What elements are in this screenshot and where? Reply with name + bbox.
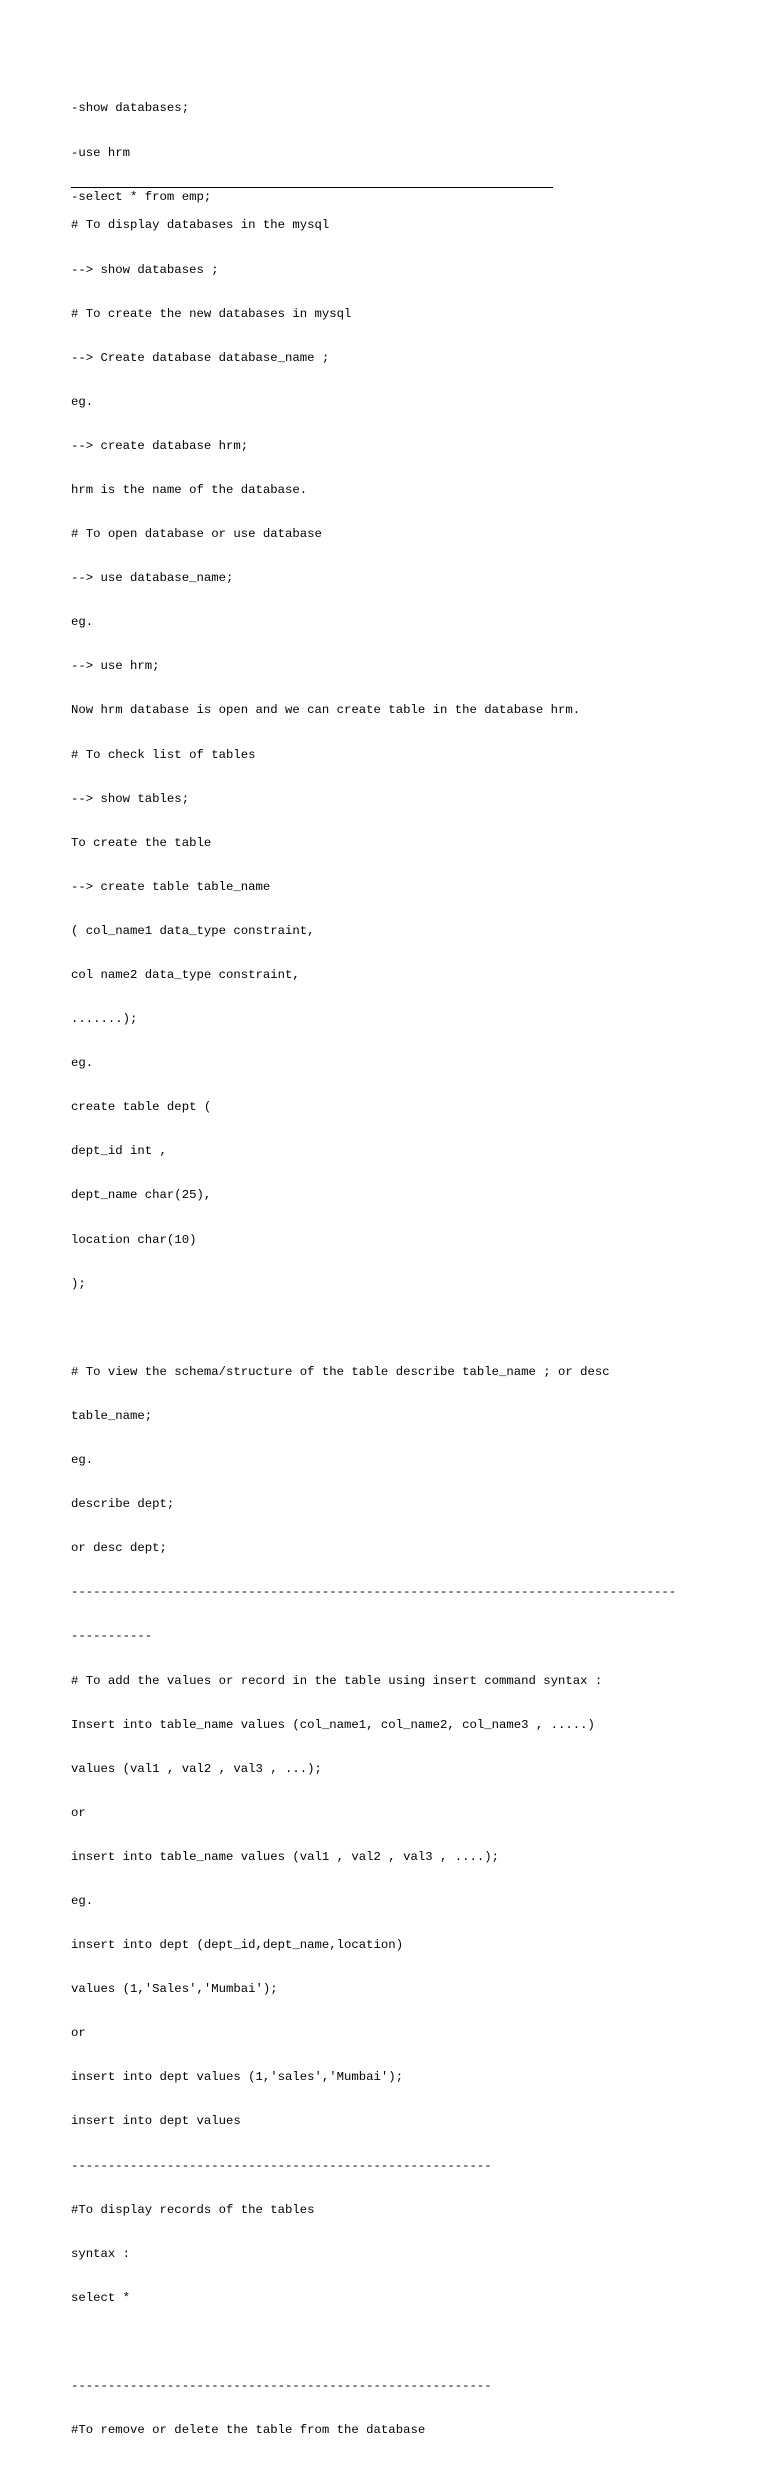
text-line: # To check list of tables: [71, 747, 256, 762]
text-line: # To open database or use database: [71, 527, 322, 542]
text-line: eg.: [71, 615, 94, 630]
text-line: location char(10): [71, 1232, 197, 1247]
blank-line: [71, 1321, 676, 1336]
text-line: describe dept;: [71, 1497, 175, 1512]
text-line: or desc dept;: [71, 1541, 167, 1556]
dashed-separator: -----------: [71, 1629, 153, 1644]
text-line: table_name;: [71, 1408, 153, 1423]
text-line: Now hrm database is open and we can create table in the database hrm.: [71, 703, 581, 718]
horizontal-rule: [71, 187, 553, 188]
text-line: -show databases;: [71, 101, 190, 116]
text-line: # To display databases in the mysql: [71, 218, 330, 233]
text-line: values (val1 , val2 , val3 , ...);: [71, 1761, 322, 1776]
dashed-separator: ---------------------------------------------------------: [71, 2158, 492, 2173]
text-line: dept_id int ,: [71, 1144, 167, 1159]
text-line: --> create table table_name: [71, 879, 271, 894]
text-line: --> show databases ;: [71, 262, 219, 277]
text-line: .......);: [71, 1012, 138, 1027]
text-line: eg.: [71, 1453, 94, 1468]
text-line: --> show tables;: [71, 791, 190, 806]
text-line: # To create the new databases in mysql: [71, 306, 352, 321]
text-line: insert into dept values: [71, 2114, 241, 2129]
text-line: --> create database hrm;: [71, 438, 249, 453]
text-line: insert into dept values (1,'sales','Mumbai');: [71, 2070, 404, 2085]
text-line: --> use hrm;: [71, 659, 160, 674]
text-line: -use hrm: [71, 145, 131, 160]
text-line: --> Create database database_name ;: [71, 350, 330, 365]
text-line: values (1,'Sales','Mumbai');: [71, 1982, 278, 1997]
sql-notes-block: [71, 189, 676, 2467]
text-line: select *: [71, 2290, 131, 2305]
text-line: ( col_name1 data_type constraint,: [71, 923, 315, 938]
text-line: insert into dept (dept_id,dept_name,location): [71, 1938, 404, 1953]
text-line: --> use database_name;: [71, 571, 234, 586]
text-line: eg.: [71, 394, 94, 409]
text-line: insert into table_name values (val1 , val2 , val3 , ....);: [71, 1849, 500, 1864]
text-line: -select * from emp;: [71, 189, 212, 204]
text-line: create table dept (: [71, 1100, 212, 1115]
text-line: );: [71, 1276, 86, 1291]
text-line: eg.: [71, 1893, 94, 1908]
text-line: or: [71, 1805, 86, 1820]
text-line: # To view the schema/structure of the table describe table_name ; or desc: [71, 1364, 610, 1379]
dashed-separator: ----------------------------------------------------------------------------------: [71, 1585, 677, 1600]
text-line: syntax :: [71, 2246, 131, 2261]
text-line: To create the table: [71, 835, 212, 850]
text-line: eg.: [71, 1056, 94, 1071]
text-line: # To add the values or record in the table using insert command syntax :: [71, 1673, 603, 1688]
text-line: dept_name char(25),: [71, 1188, 212, 1203]
text-line: #To remove or delete the table from the database: [71, 2423, 426, 2438]
text-line: Insert into table_name values (col_name1, col_name2, col_name3 , .....): [71, 1717, 595, 1732]
text-line: col name2 data_type constraint,: [71, 968, 300, 982]
blank-line: [71, 2335, 676, 2350]
text-line: or: [71, 2026, 86, 2041]
text-line: #To display records of the tables: [71, 2202, 315, 2217]
text-line: hrm is the name of the database.: [71, 482, 308, 497]
dashed-separator: ---------------------------------------------------------: [71, 2379, 492, 2393]
